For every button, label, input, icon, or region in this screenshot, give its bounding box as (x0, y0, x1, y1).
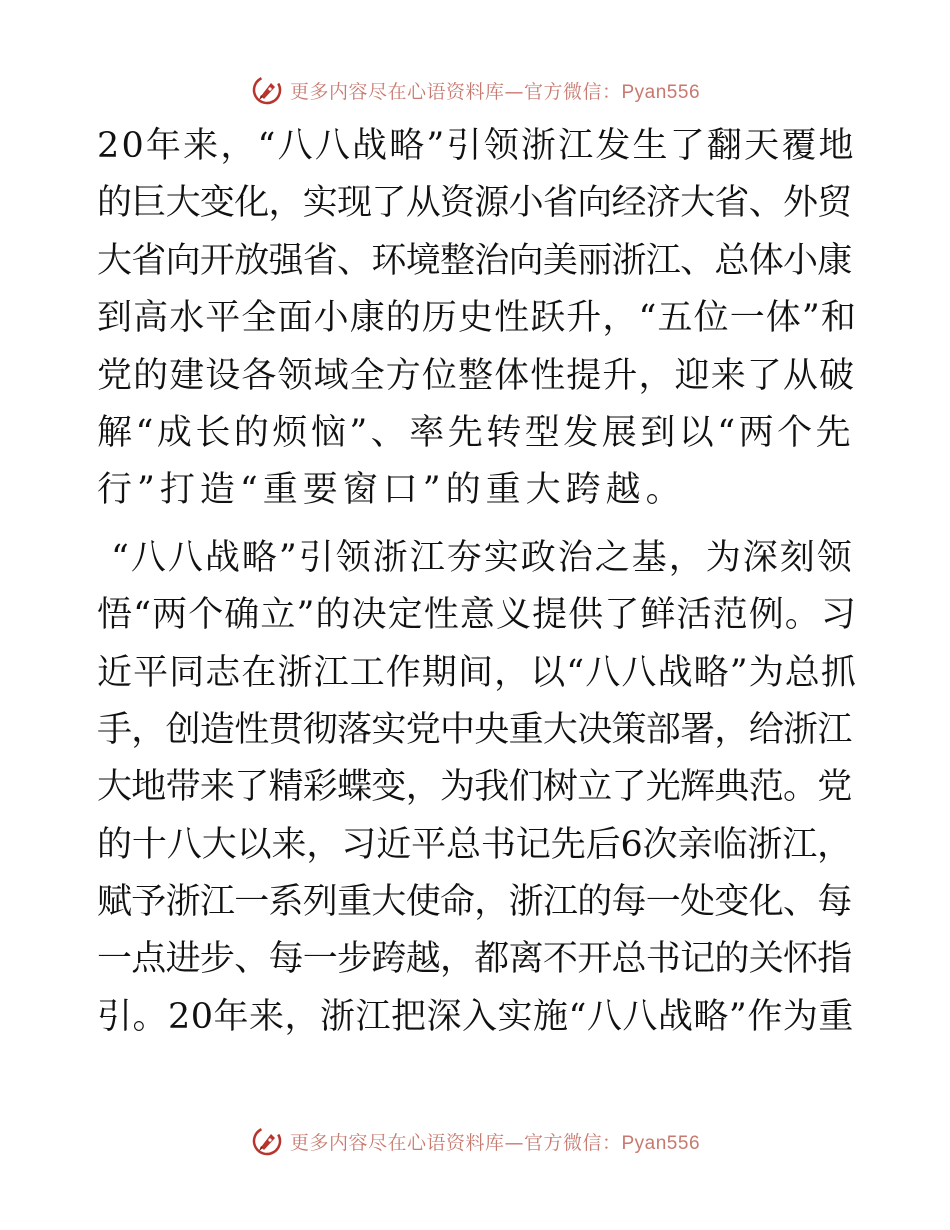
footer-text: 更多内容尽在心语资料库—官方微信： (289, 1131, 622, 1154)
header-banner (0, 70, 950, 110)
text-line: 20年来，“八八战略”引领浙江发生了翻天覆地 (97, 126, 856, 166)
pen-nib-logo-icon (250, 73, 284, 107)
header-banner-text (290, 77, 700, 104)
text-line: 赋予浙江一系列重大使命，浙江的每一处变化、每 (97, 882, 852, 923)
text-line: 引。20年来，浙江把深入实施“八八战略”作为重 (97, 996, 854, 1037)
text-line: 大省向开放强省、环境整治向美丽浙江、总体小康 (97, 240, 852, 281)
text-line: 解“成长的烦恼”、率先转型发展到以“两个先 (97, 412, 855, 453)
text-line: 近平同志在浙江工作期间，以“八八战略”为总抓 (97, 652, 857, 693)
paragraph-1 (97, 118, 857, 520)
text-line: 行”打造“重要窗口”的重大跨越。 (97, 470, 686, 511)
text-line: 手，创造性贯彻落实党中央重大决策部署，给浙江 (97, 709, 852, 750)
pen-nib-logo-icon (250, 1124, 284, 1158)
text-line: 悟“两个确立”的决定性意义提供了鲜活范例。习 (97, 595, 857, 636)
text-line: 到高水平全面小康的历史性跃升，“五位一体”和 (97, 298, 857, 339)
header-handle: Pyan556 (621, 81, 701, 103)
text-line: 的巨大变化，实现了从资源小省向经济大省、外贸 (97, 183, 852, 224)
footer-banner (0, 1121, 950, 1161)
footer-handle: Pyan556 (621, 1132, 701, 1154)
text-line: “八八战略”引领浙江夯实政治之基，为深刻领 (111, 537, 854, 578)
footer-banner-text (290, 1128, 700, 1155)
header-text: 更多内容尽在心语资料库—官方微信： (289, 80, 622, 103)
paragraph-2 (97, 530, 857, 1047)
document-body (97, 118, 857, 1046)
text-line: 一点进步、每一步跨越，都离不开总书记的关怀指 (97, 939, 852, 980)
text-line: 党的建设各领域全方位整体性提升，迎来了从破 (97, 355, 856, 396)
text-line: 的十八大以来，习近平总书记先后6次亲临浙江， (97, 824, 853, 865)
text-line: 大地带来了精彩蝶变，为我们树立了光辉典范。党 (97, 767, 852, 808)
